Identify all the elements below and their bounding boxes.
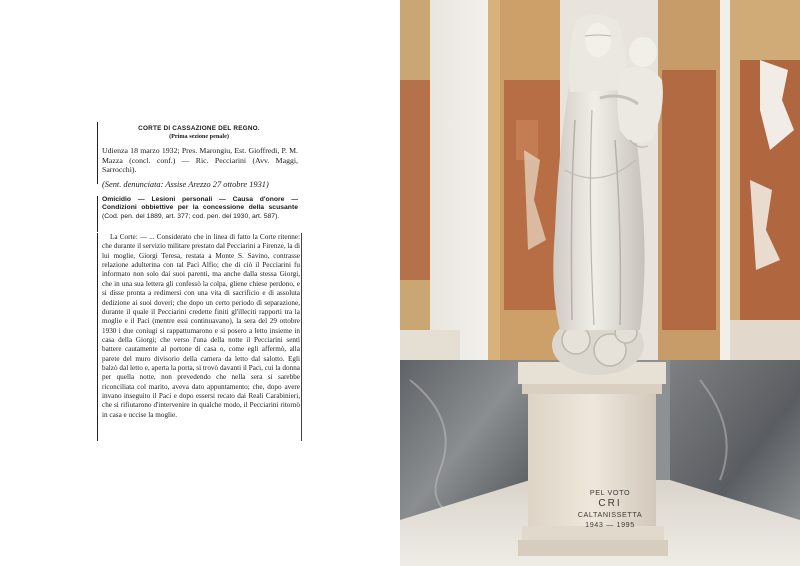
sentence-reference: (Sent. denunciata: Assise Arezzo 27 ottobre 1931) xyxy=(102,180,269,189)
summary-references: (Cod. pen. del 1889, art. 377; cod. pen. del 1930, art. 587). xyxy=(102,212,280,220)
judgment-text: La Corte: — ... Considerato che in linea di fatto la Corte ritenne: che durante il servizio militare prestato dal Pecciarini a Firenze, la di lui moglie, Giorgi Teresa, restata a Monte S. Savino, contrasse relazione adulterina con tal Paci Alfio; che di ciò il Pecciarini fu informato non solo dai suoi parenti, ma anche dalla stessa Giorgi, che in una sua lettera gli confessò la colpa, gliene chiese perdono, e si disse pronta a redimersi con una vita di sacrificio e di assoluta dedizione ai suoi doveri; che dopo un certo periodo di separazione, durante il quale il Pecciarini credette finiti gl'illeciti rapporti tra la moglie e il Paci (mentre essi continuavano), la sera del 29 ottobre 1930 i due coniugi si rappattumarono e si posero a letto insieme in casa della Giorgi; che verso l'una della notte il Pecciarini sentì battere cautamente al portone di casa o, come egli affermò, alla parete del muro divisorio della camera da letto dal salotto. Egli balzò dal letto e, aperta la porta, si trovò davanti il Paci, cui la donna per quella notte, non prevedendo che nella sera si sarebbe riconciliata col marito, aveva dato appuntamento; che, dopo avere invano inseguito il Paci e dopo essersi recato dai Reali Carabinieri, che si rifiutarono d'intervenire in qualche modo, il Pecciarini ritornò in casa e uccise la moglie. xyxy=(102,233,300,419)
pedestal-inscription xyxy=(570,488,650,529)
statue-photo xyxy=(400,0,800,566)
margin-rule xyxy=(97,233,98,441)
inscription-line: CALTANISSETTA xyxy=(577,510,643,520)
newspaper-clipping xyxy=(97,122,302,442)
inscription-line: CRI xyxy=(598,498,622,510)
margin-rule-right xyxy=(301,233,302,441)
inscription-line: PEL VOTO xyxy=(589,488,631,497)
margin-rule xyxy=(97,122,98,184)
inscription-line: 1943 — 1995 xyxy=(585,519,635,529)
case-summary xyxy=(102,196,298,228)
hearing-details: Udienza 18 marzo 1932; Pres. Marongiu, Est. Gioffredi, P. M. Mazza (concl. conf.) — Ric. Pecciarini (Avv. Maggi, Sarrocchi). xyxy=(102,146,298,175)
court-heading: CORTE DI CASSAZIONE DEL REGNO. xyxy=(138,125,260,132)
madonna-statue-image xyxy=(400,0,800,566)
margin-rule xyxy=(97,196,98,232)
section-heading: (Prima sezione penale) xyxy=(169,133,229,140)
summary-title: Omicidio — Lesioni personali — Causa d'onore — Condizioni obbiettive per la concessione della scusante xyxy=(102,196,298,212)
